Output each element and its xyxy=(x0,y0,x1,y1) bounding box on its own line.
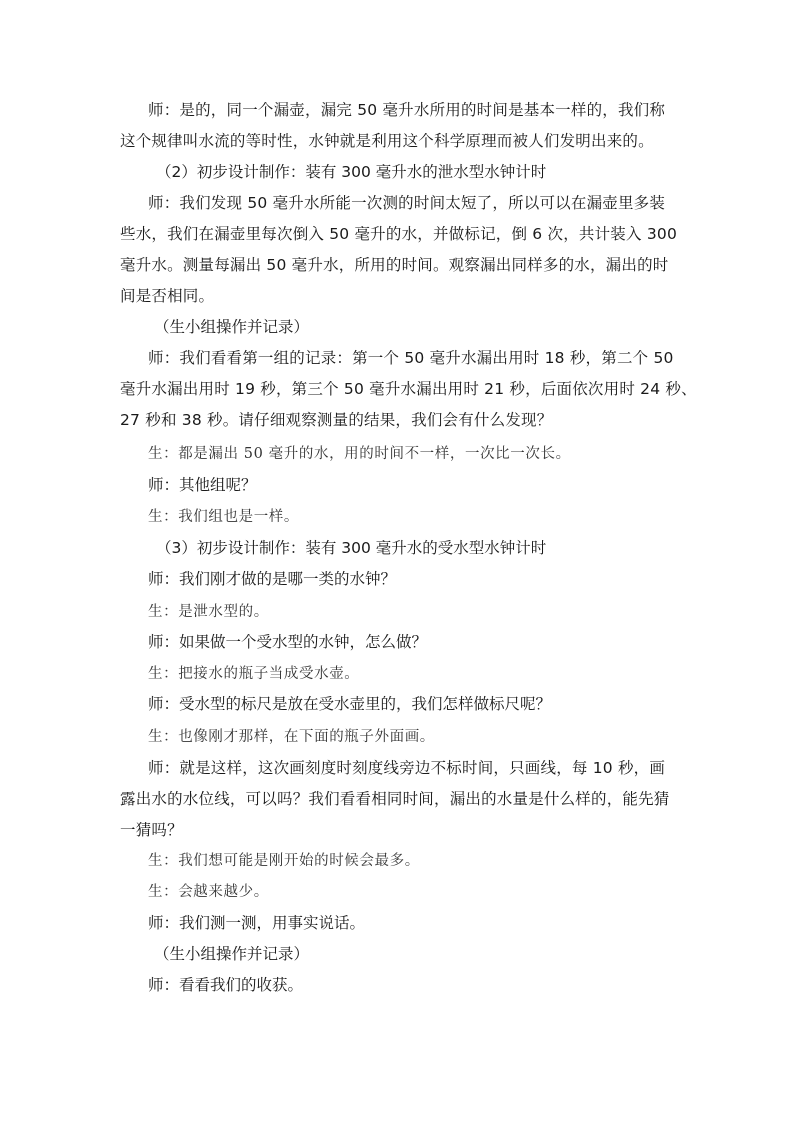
section-heading-outflow-clock xyxy=(120,157,676,188)
text-line: 师：受水型的标尺是放在受水壶里的，我们怎样做标尺呢？ xyxy=(148,695,552,713)
text-line: （2）初步设计制作：装有 300 毫升水的泄水型水钟计时 xyxy=(156,163,547,181)
text-line: 生：也像刚才那样，在下面的瓶子外面画。 xyxy=(148,729,435,745)
paragraph-student-answer xyxy=(120,659,676,690)
text-line: 师：我们测一测，用事实说话。 xyxy=(148,914,366,932)
text-line: 生：我们组也是一样。 xyxy=(148,509,299,525)
text-line: 露出水的水位线，可以吗？我们看看相同时间，漏出的水量是什么样的，能先猜 xyxy=(120,790,670,808)
text-line: （生小组操作并记录） xyxy=(154,945,310,963)
paragraph-teacher-300ml xyxy=(120,188,676,312)
paragraph-student-answer xyxy=(120,722,676,753)
paragraph-student-answer xyxy=(120,597,676,628)
paragraph-teacher-question xyxy=(120,470,676,501)
text-line: 师：其他组呢？ xyxy=(148,476,257,494)
text-line: 毫升水漏出用时 19 秒，第三个 50 毫升水漏出用时 21 秒，后面依次用时 24 秒、 xyxy=(120,380,697,398)
section-heading-inflow-clock xyxy=(120,533,676,564)
paragraph-student-answer xyxy=(120,439,676,470)
text-line: 师：我们发现 50 毫升水所能一次测的时间太短了，所以可以在漏壶里多装 xyxy=(148,194,666,212)
paragraph-teacher-results xyxy=(120,970,676,1001)
text-line: 师：我们看看第一组的记录：第一个 50 毫升水漏出用时 18 秒，第二个 50 xyxy=(148,349,674,367)
note-group-operation xyxy=(120,939,676,970)
paragraph-teacher-measure xyxy=(120,908,676,939)
paragraph-teacher-group-record xyxy=(120,343,697,436)
text-line: 师：看看我们的收获。 xyxy=(148,976,304,994)
text-line: 生：都是漏出 50 毫升的水，用的时间不一样，一次比一次长。 xyxy=(148,446,571,462)
text-line: （3）初步设计制作：装有 300 毫升水的受水型水钟计时 xyxy=(156,539,547,557)
text-line: 毫升水。测量每漏出 50 毫升水，所用的时间。观察漏出同样多的水，漏出的时 xyxy=(120,256,669,274)
paragraph-teacher-question xyxy=(120,627,676,658)
note-group-operation xyxy=(120,312,676,343)
text-line: 这个规律叫水流的等时性，水钟就是利用这个科学原理而被人们发明出来的。 xyxy=(120,132,654,150)
paragraph-student-answer xyxy=(120,846,676,877)
text-line: （生小组操作并记录） xyxy=(154,318,310,336)
paragraph-teacher-water-flow xyxy=(120,95,676,157)
paragraph-teacher-question xyxy=(120,564,676,595)
text-line: 生：我们想可能是刚开始的时候会最多。 xyxy=(148,853,420,869)
text-line: 生：会越来越少。 xyxy=(148,884,269,900)
text-line: 生：是泄水型的。 xyxy=(148,604,269,620)
text-line: 师：是的，同一个漏壶，漏完 50 毫升水所用的时间是基本一样的，我们称 xyxy=(148,101,666,119)
text-line: 师：我们刚才做的是哪一类的水钟？ xyxy=(148,570,397,588)
paragraph-teacher-scale-marking xyxy=(120,753,676,846)
paragraph-student-answer xyxy=(120,502,676,533)
text-line: 一猜吗？ xyxy=(120,821,183,839)
text-line: 师：就是这样，这次画刻度时刻度线旁边不标时间，只画线，每 10 秒，画 xyxy=(148,759,666,777)
paragraph-teacher-question xyxy=(120,689,676,720)
paragraph-student-answer xyxy=(120,877,676,908)
text-line: 生：把接水的瓶子当成受水壶。 xyxy=(148,666,360,682)
text-line: 间是否相同。 xyxy=(120,287,215,305)
text-line: 些水，我们在漏壶里每次倒入 50 毫升的水，并做标记，倒 6 次，共计装入 300 xyxy=(120,225,678,243)
text-line: 27 秒和 38 秒。请仔细观察测量的结果，我们会有什么发现？ xyxy=(120,411,553,429)
text-line: 师：如果做一个受水型的水钟，怎么做？ xyxy=(148,633,428,651)
